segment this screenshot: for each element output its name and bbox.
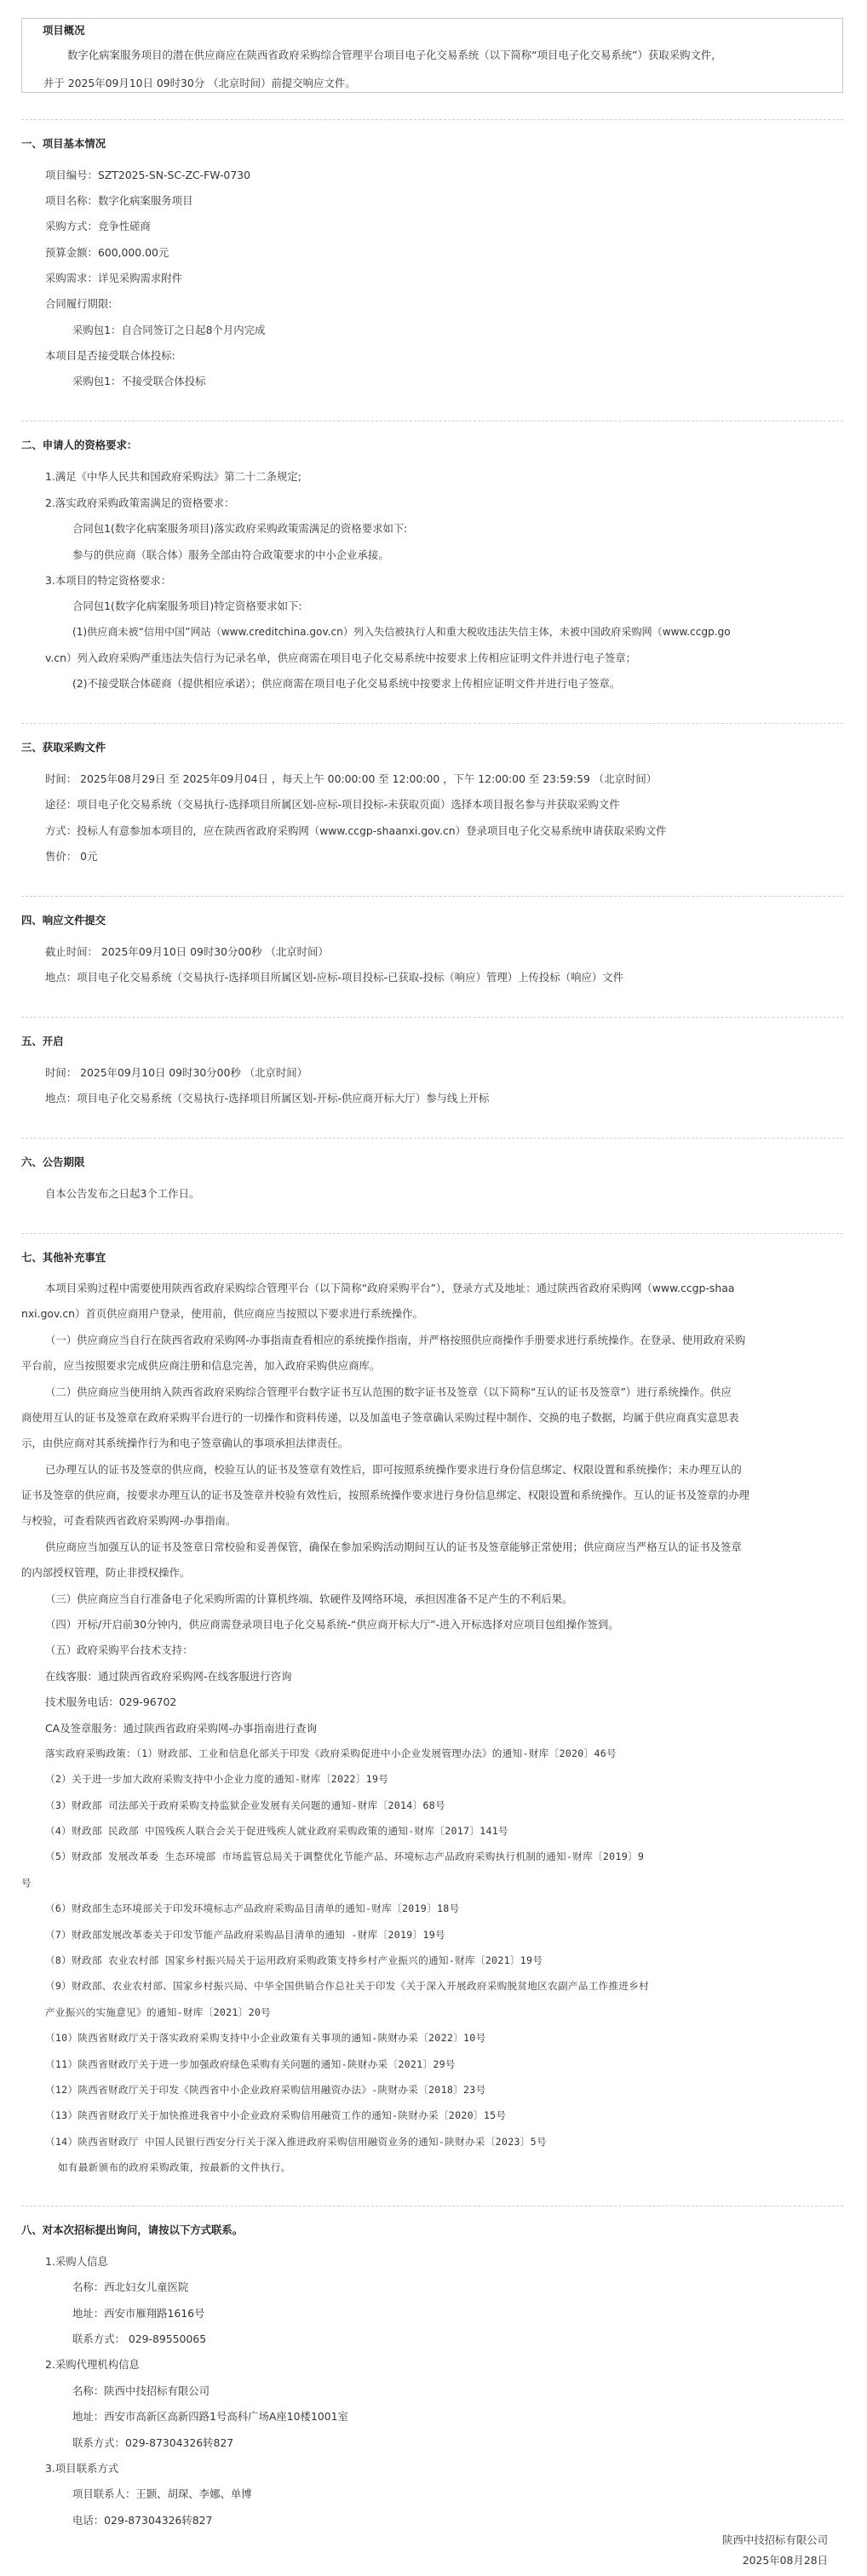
qualification-line: (1)供应商未被“信用中国”网站（www.creditchina.gov.cn）列入失信被执行人和重大税收违法失信主体，未被中国政府采购网（www.ccgp.go [72,626,731,638]
policy-line: （7）财政部发展改革委关于印发节能产品政府采购品目清单的通知 -财库〔2019〕19号 [45,1929,445,1941]
other-matters-line: （四）开标/开启前30分钟内，供应商需登录项目电子化交易系统-“供应商开标大厅”-进入开标选择对应项目包组操作签到。 [45,1618,619,1631]
agency-phone: 联系方式：029-87304326转827 [72,2436,234,2449]
policy-line: （4）财政部 民政部 中国残疾人联合会关于促进残疾人就业政府采购政策的通知-财库〔2017〕141号 [45,1825,508,1837]
section-divider [21,1138,843,1139]
qualification-line: 合同包1(数字化病案服务项目)特定资格要求如下: [72,600,302,612]
agency-info-heading: 2.采购代理机构信息 [45,2358,140,2371]
qualification-line: 参与的供应商（联合体）服务全部由符合政策要求的中小企业承接。 [72,548,389,561]
section-divider [21,896,843,897]
section-heading-other-matters: 七、其他补充事宜 [21,1251,106,1264]
qualification-line: 2.落实政府采购政策需满足的资格要求： [45,496,235,509]
section-heading-opening: 五、开启 [21,1035,64,1047]
project-overview-box [21,18,843,93]
other-matters-line: 证书及签章的供应商，按要求办理互认的证书及签章并校验有效性后，按照系统操作要求进行身份信息绑定、权限设置和系统操作。互认的证书及签章的办理 [21,1489,749,1501]
policy-line: （14）陕西省财政厅 中国人民银行西安分行关于深入推进政府采购信用融资业务的通知-陕财办采〔2023〕5号 [45,2136,547,2148]
issuer-name: 陕西中技招标有限公司 [722,2533,828,2546]
other-matters-line: 已办理互认的证书及签章的供应商，校验互认的证书及签章有效性后，即可按照系统操作要求进行身份信息绑定、权限设置和系统操作；未办理互认的 [45,1463,742,1476]
policy-line: （3）财政部 司法部关于政府采购支持监狱企业发展有关问题的通知-财库〔2014〕68号 [45,1799,445,1811]
section-heading-basic-info: 一、项目基本情况 [21,137,106,150]
submission-location: 地点：项目电子化交易系统（交易执行-选择项目所属区划-应标-项目投标-已获取-投标（响应）管理）上传投标（响应）文件 [45,971,624,984]
project-name: 项目名称：数字化病案服务项目 [45,194,193,207]
purchaser-phone: 联系方式： 029-89550065 [72,2332,207,2345]
project-contact-phone: 电话：029-87304326转827 [72,2514,213,2527]
other-matters-line: nxi.gov.cn）首页供应商用户登录，使用前，供应商应当按照以下要求进行系统操作。 [21,1307,423,1320]
consortium-value: 采购包1：不接受联合体投标 [72,375,206,387]
other-matters-line: （二）供应商应当使用纳入陕西省政府采购综合管理平台数字证书互认范围的数字证书及签章（以下简称“互认的证书及签章”）进行系统操作。供应 [45,1386,732,1398]
qualification-line: (2)不接受联合体磋商（提供相应承诺）；供应商需在项目电子化交易系统中按要求上传相应证明文件并进行电子签章。 [72,677,621,690]
other-matters-line: （五）政府采购平台技术支持： [45,1644,193,1656]
agency-name: 名称：陕西中技招标有限公司 [72,2384,210,2397]
opening-time: 时间： 2025年09月10日 09时30分00秒 （北京时间） [45,1066,308,1079]
budget-amount: 预算金额：600,000.00元 [45,246,169,259]
policy-line: （11）陕西省财政厅关于进一步加强政府绿色采购有关问题的通知-陕财办采〔2021〕29号 [45,2058,456,2070]
obtain-channel: 途径：项目电子化交易系统（交易执行-选择项目所属区划-应标-项目投标-未获取页面）选择本项目报名参与并获取采购文件 [45,798,620,811]
section-heading-notice-period: 六、公告期限 [21,1156,85,1168]
other-matters-line: 供应商应当加强互认的证书及签章日常校验和妥善保管，确保在参加采购活动期间互认的证书及签章能够正常使用；供应商应当严格互认的证书及签章 [45,1540,742,1553]
qualification-line: v.cn）列入政府采购严重违法失信行为记录名单，供应商需在项目电子化交易系统中按要求上传相应证明文件并进行电子签章； [45,651,637,664]
purchaser-info-heading: 1.采购人信息 [45,2255,108,2268]
opening-location: 地点：项目电子化交易系统（交易执行-选择项目所属区划-开标-供应商开标大厅）参与线上开标 [45,1092,490,1104]
ca-service-line: CA及签章服务：通过陕西省政府采购网-办事指南进行查询 [45,1722,317,1735]
section-heading-submission: 四、响应文件提交 [21,914,106,927]
qualification-line: 合同包1(数字化病案服务项目)落实政府采购政策需满足的资格要求如下: [72,522,408,535]
other-matters-line: 示，由供应商对其系统操作行为和电子签章确认的事项承担法律责任。 [21,1437,349,1449]
policy-line: （13）陕西省财政厅关于加快推进我省中小企业政府采购信用融资工作的通知-陕财办采〔2020〕15号 [45,2109,507,2121]
other-matters-line: 与校验，可查看陕西省政府采购网-办事指南。 [21,1514,237,1527]
project-contact-heading: 3.项目联系方式 [45,2462,119,2475]
section-heading-contact: 八、对本次招标提出询问，请按以下方式联系。 [21,2223,244,2236]
section-heading-qualification: 二、申请人的资格要求： [21,439,138,451]
other-matters-line: 本项目采购过程中需要使用陕西省政府采购综合管理平台（以下简称“政府采购平台”），登录方式及地址：通过陕西省政府采购网（www.ccgp-shaa [45,1282,735,1294]
obtain-time: 时间： 2025年08月29日 至 2025年09月04日 ，每天上午 00:00:00 至 12:00:00 ，下午 12:00:00 至 23:59:59 （北京时间） [45,772,657,785]
obtain-price: 售价： 0元 [45,850,98,863]
policy-line: 号 [21,1877,32,1889]
section-divider [21,723,843,724]
other-matters-line: （三）供应商应当自行准备电子化采购所需的计算机终端、软硬件及网络环境，承担因准备不足产生的不利后果。 [45,1592,573,1605]
policy-line: （8）财政部 农业农村部 国家乡村振兴局关于运用政府采购政策支持乡村产业振兴的通知-财库〔2021〕19号 [45,1954,543,1966]
section-divider [21,1233,843,1234]
notice-period-text: 自本公告发布之日起3个工作日。 [45,1187,200,1200]
other-matters-line: 平台前，应当按照要求完成供应商注册和信息完善，加入政府采购供应商库。 [21,1359,381,1372]
policy-line: （6）财政部生态环境部关于印发环境标志产品政府采购品目清单的通知-财库〔2019〕18号 [45,1902,460,1914]
obtain-method: 方式：投标人有意参加本项目的，应在陕西省政府采购网（www.ccgp-shaanxi.gov.cn）登录项目电子化交易系统申请获取采购文件 [45,824,667,837]
qualification-line: 3.本项目的特定资格要求： [45,574,172,587]
agency-address: 地址：西安市高新区高新四路1号高科广场A座10楼1001室 [72,2410,348,2423]
tech-support-phone: 技术服务电话：029-96702 [45,1695,177,1708]
policy-line: 落实政府采购政策：（1）财政部、工业和信息化部关于印发《政府采购促进中小企业发展管理办法》的通知-财库〔2020〕46号 [45,1747,617,1759]
submission-deadline: 截止时间： 2025年09月10日 09时30分00秒 （北京时间） [45,945,329,958]
consortium-label: 本项目是否接受联合体投标: [45,349,175,362]
overview-text-line: 数字化病案服务项目的潜在供应商应在陕西省政府采购综合管理平台项目电子化交易系统（以下简称“项目电子化交易系统”）获取采购文件， [67,49,722,61]
section-divider [21,421,843,422]
other-matters-line: 的内部授权管理，防止非授权操作。 [21,1566,191,1579]
policy-line: （2）关于进一步加大政府采购支持中小企业力度的通知-财库〔2022〕19号 [45,1773,389,1785]
section-heading-obtain-documents: 三、获取采购文件 [21,741,106,754]
contract-term-label: 合同履行期限: [45,297,112,310]
other-matters-line: 商使用互认的证书及签章在政府采购平台进行的一切操作和资料传递，以及加盖电子签章确认采购过程中制作、交换的电子数据，均属于供应商真实意思表 [21,1411,739,1424]
policy-line: （5）财政部 发展改革委 生态环境部 市场监管总局关于调整优化节能产品、环境标志产品政府采购执行机制的通知-财库〔2019〕9 [45,1850,645,1862]
procurement-method: 采购方式：竞争性磋商 [45,220,151,232]
policy-line: （12）陕西省财政厅关于印发《陕西省中小企业政府采购信用融资办法》-陕财办采〔2018〕23号 [45,2084,486,2096]
project-contact-persons: 项目联系人：王颢、胡琛、李娜、单博 [72,2487,252,2500]
section-divider [21,119,843,120]
project-number: 项目编号：SZT2025-SN-SC-ZC-FW-0730 [45,169,250,181]
qualification-line: 1.满足《中华人民共和国政府采购法》第二十二条规定; [45,470,301,483]
procurement-requirement: 采购需求：详见采购需求附件 [45,272,183,284]
purchaser-address: 地址：西安市雁翔路1616号 [72,2307,205,2320]
online-service-line: 在线客服：通过陕西省政府采购网-在线客服进行咨询 [45,1670,292,1683]
section-divider [21,1017,843,1018]
overview-text-line: 并于 2025年09月10日 09时30分 （北京时间）前提交响应文件。 [43,77,356,89]
policy-line: （9）财政部、农业农村部、国家乡村振兴局、中华全国供销合作总社关于印发《关于深入开展政府采购脱贫地区农副产品工作推进乡村 [45,1980,650,1992]
overview-title: 项目概况 [43,24,85,37]
issue-date: 2025年08月28日 [742,2554,828,2567]
policy-line: （10）陕西省财政厅关于落实政府采购支持中小企业政策有关事项的通知-陕财办采〔2022〕10号 [45,2032,486,2044]
policy-line: 产业振兴的实施意见》的通知-财库〔2021〕20号 [45,2006,272,2018]
policy-note: 如有最新颁布的政府采购政策，按最新的文件执行。 [58,2161,291,2173]
purchaser-name: 名称：西北妇女儿童医院 [72,2281,189,2293]
contract-term-value: 采购包1：自合同签订之日起8个月内完成 [72,324,266,336]
other-matters-line: （一）供应商应当自行在陕西省政府采购网-办事指南查看相应的系统操作指南，并严格按照供应商操作手册要求进行系统操作。在登录、使用政府采购 [45,1334,746,1346]
